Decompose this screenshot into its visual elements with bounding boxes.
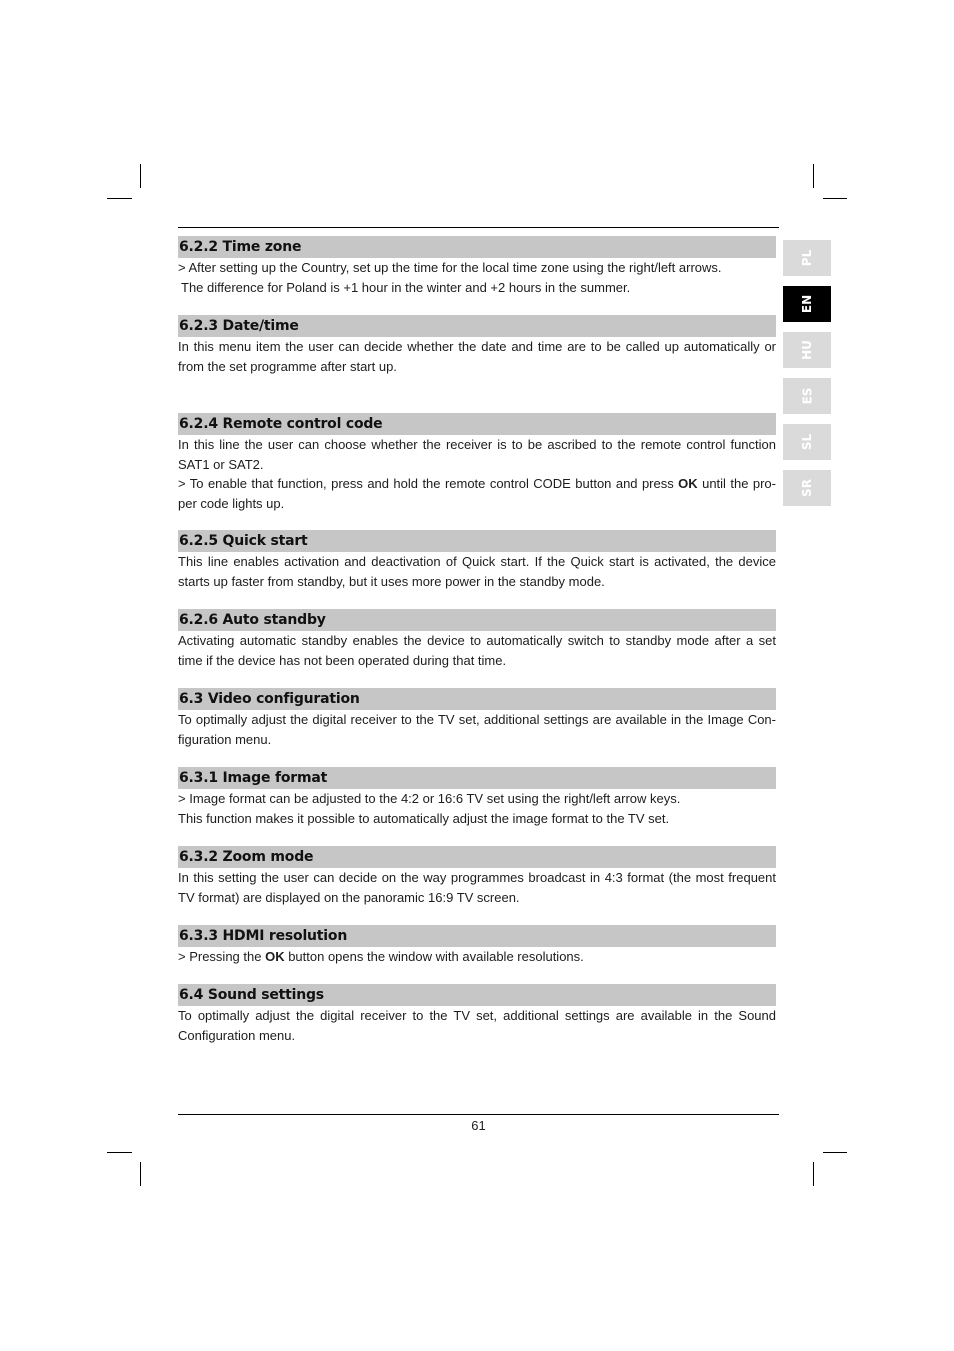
lang-tab-label: PL (799, 249, 814, 267)
section-heading: 6.3 Video configuration (178, 688, 776, 710)
section-hdmi-resolution (178, 925, 776, 967)
paragraph: > Image format can be adjusted to the 4:2 or 16:6 TV set using the right/left arrow keys. (178, 791, 681, 806)
page-number: 61 (471, 1118, 486, 1133)
section-date-time (178, 315, 776, 376)
crop-mark-top-left-v (140, 164, 141, 188)
section-heading: 6.3.3 HDMI resolution (178, 925, 776, 947)
text-run: > To enable that function, press and hold the remote control CODE button and press (178, 476, 679, 491)
paragraph: Activating automatic standby enables the device to automatically switch to standby mode after a set time if the device has not been operated during that time. (178, 633, 776, 668)
section-sound-settings (178, 984, 776, 1045)
lang-tab-en[interactable] (783, 286, 831, 322)
section-heading: 6.2.3 Date/time (178, 315, 776, 337)
lang-tab-label: SR (799, 479, 814, 497)
paragraph: In this line the user can choose whether the receiver is to be ascribed to the remote control function SAT1 or SAT2. (178, 437, 776, 472)
section-heading: 6.4 Sound settings (178, 984, 776, 1006)
section-heading: 6.2.4 Remote control code (178, 413, 776, 435)
section-quick-start (178, 530, 776, 591)
section-heading: 6.3.2 Zoom mode (178, 846, 776, 868)
lang-tab-pl[interactable] (783, 240, 831, 276)
paragraph: To optimally adjust the digital receiver to the TV set, additional settings are available in the Sound Configuration menu. (178, 1008, 776, 1043)
section-video-configuration (178, 688, 776, 749)
text-run: > Pressing the (178, 949, 266, 964)
section-heading: 6.3.1 Image format (178, 767, 776, 789)
paragraph (178, 947, 776, 967)
crop-mark-bottom-right-h (823, 1152, 847, 1153)
crop-mark-bottom-left-v (140, 1162, 141, 1186)
paragraph: This function makes it possible to automatically adjust the image format to the TV set. (178, 810, 670, 826)
paragraph: The difference for Poland is +1 hour in the winter and +2 hours in the summer. (181, 279, 631, 295)
text-run: button opens the window with available resolutions. (284, 949, 584, 964)
paragraph (178, 474, 776, 513)
crop-mark-top-left-h (107, 198, 132, 199)
crop-mark-bottom-right-v (813, 1162, 814, 1186)
lang-tab-hu[interactable] (783, 332, 831, 368)
paragraph: In this setting the user can decide on the way programmes broadcast in 4:3 format (the most frequent TV format) are displayed on the panoramic 16:9 TV screen. (178, 870, 776, 905)
crop-mark-bottom-left-h (107, 1152, 132, 1153)
lang-tab-es[interactable] (783, 378, 831, 414)
ok-key-label: OK (678, 476, 698, 491)
lang-tab-sr[interactable] (783, 470, 831, 506)
lang-tab-label: SL (799, 433, 814, 451)
lang-tab-sl[interactable] (783, 424, 831, 460)
section-heading: 6.2.5 Quick start (178, 530, 776, 552)
crop-mark-top-right-h (823, 198, 847, 199)
section-zoom-mode (178, 846, 776, 907)
lang-tab-label: EN (800, 294, 814, 314)
section-remote-control-code (178, 413, 776, 513)
section-heading: 6.2.6 Auto standby (178, 609, 776, 631)
section-heading: 6.2.2 Time zone (178, 236, 776, 258)
footer-rule (178, 1114, 779, 1115)
section-image-format (178, 767, 776, 828)
paragraph: > After setting up the Country, set up the time for the local time zone using the right/left arrows. (178, 260, 722, 275)
lang-tab-label: HU (799, 340, 814, 360)
lang-tab-label: ES (800, 387, 814, 405)
paragraph: To optimally adjust the digital receiver to the TV set, additional settings are available in the Image Con-figuration menu. (178, 712, 776, 747)
paragraph: In this menu item the user can decide whether the date and time are to be called up automatically or from the set programme after start up. (178, 339, 776, 374)
crop-mark-top-right-v (813, 164, 814, 188)
header-rule (178, 227, 779, 228)
text-run: until the pro-per code lights up. (178, 476, 776, 511)
ok-key-label: OK (265, 949, 285, 964)
paragraph: This line enables activation and deactivation of Quick start. If the Quick start is activated, the device starts up faster from standby, but it uses more power in the standby mode. (178, 554, 776, 589)
section-auto-standby (178, 609, 776, 670)
section-time-zone (178, 236, 776, 297)
